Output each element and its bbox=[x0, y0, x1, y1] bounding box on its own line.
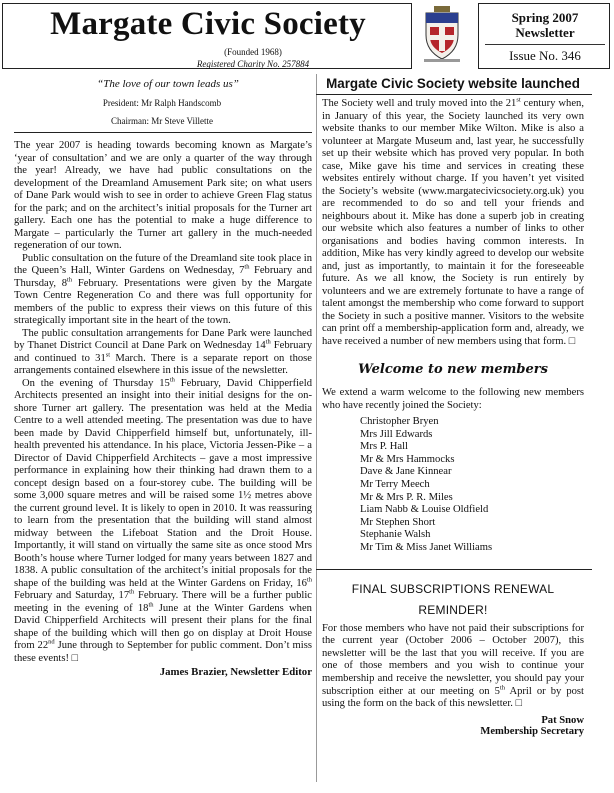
list-item: Mr Stephen Short bbox=[360, 516, 436, 528]
paragraph: The public consultation arrangements for Dane Park were launched by Thanet District Council at Dane Park on Wednesday 14th February and continued to 31st March. There is a separate report on those arrangements contained elsewhere in this issue of the newsletter. bbox=[14, 327, 313, 376]
subscriptions-subheading: REMINDER! bbox=[418, 602, 488, 617]
list-item: Mr & Mrs P. R. Miles bbox=[360, 491, 453, 503]
list-item: Dave & Jane Kinnear bbox=[360, 466, 452, 478]
issue-number: Issue No. 346 bbox=[509, 48, 581, 63]
masthead bbox=[2, 3, 610, 69]
subscriptions-heading: FINAL SUBSCRIPTIONS RENEWAL bbox=[351, 581, 555, 596]
society-crest-logo bbox=[422, 5, 462, 63]
chairman-line: Chairman: Mr Steve Villette bbox=[110, 116, 214, 126]
list-item: Mr & Mrs Hammocks bbox=[360, 453, 455, 465]
left-column bbox=[14, 78, 313, 783]
list-item: Mr Terry Meech bbox=[360, 478, 430, 490]
editorial-article bbox=[14, 140, 312, 679]
issue-season: Spring 2007 bbox=[511, 10, 579, 25]
divider bbox=[14, 132, 312, 133]
secretary-role: Membership Secretary bbox=[480, 725, 584, 737]
divider bbox=[316, 94, 592, 95]
issue-kind: Newsletter bbox=[515, 25, 575, 40]
column-divider bbox=[316, 74, 317, 782]
right-column bbox=[322, 76, 584, 737]
welcome-text: We extend a warm welcome to the following new members who have recently joined the Society: bbox=[322, 387, 584, 411]
list-item: Christopher Bryen bbox=[360, 416, 439, 427]
issue-divider bbox=[485, 44, 605, 45]
editor-signature: James Brazier, Newsletter Editor bbox=[159, 666, 312, 678]
new-members-list bbox=[360, 416, 584, 555]
paragraph: Public consultation on the future of the Dreamland site took place in the Queen’s Hall, Winter Gardens on Wednesday, 7th February and Thursday, 8th February. Presentations were given by the Margate Town Centre Regeneration Co and there was full opportunity for members of the public to express their views on this future of this strategically important site in the heart of the town. bbox=[14, 252, 312, 326]
president-line: President: Mr Ralph Handscomb bbox=[102, 98, 222, 108]
paragraph: On the evening of Thursday 15th February, David Chipperfield Architects presented an insight into their initial designs for the on-shore Turner art gallery. The presentation was held at the Media Centre to a well attended meeting. The presentation was due to have been made by David Chipperfield himself but, unfortunately, ill-health prevented his attendance. In his place, Victoria Jessen-Pike – a Director of David Chipperfield Architects – gave a most impressive performance in explaining how their thinking had drawn them to a concept design based on a four-storey cube. The building will be some 3,000 square metres and will be raised some 1½ metres above the current ground level. It is likely to open in 2010. It was reassuring to learn from the presentation that the building will stand almost midway between the Lifeboat Station and the Droit House. Importantly, it will stand on virtually the same site as once stood Mrs Booth’s house where Turner lodged for many years between 1827 and 1838. A public consultation of the architect’s initial proposals for the shape of the building was held at the Winter Gardens on Friday, 16th February and Saturday, 17th February. There will be a further public meeting in the evening of 18th June at the Winter Gardens when David Chipperfield Architects will present their plans for the final shape of the building which will then go on display at Droit House from 22nd June through to September for public comment. Don’t miss these events! □ bbox=[14, 375, 313, 664]
list-item: Liam Nabb & Louise Oldfield bbox=[360, 504, 489, 516]
list-item: Stephanie Walsh bbox=[360, 529, 431, 541]
list-item: Mr Tim & Miss Janet Williams bbox=[360, 541, 493, 553]
secretary-name: Pat Snow bbox=[541, 714, 584, 726]
issue-box bbox=[478, 3, 610, 69]
officers bbox=[14, 94, 310, 130]
welcome-heading: Welcome to new members bbox=[358, 362, 548, 377]
website-heading: Margate Civic Society website launched bbox=[326, 76, 580, 91]
founded-note: (Founded 1968) bbox=[224, 47, 282, 57]
subscriptions-text: For those members who have not paid their subscriptions for the current year (October 2006 – October 2007), this newsletter will be the last that you will receive. If you are one of those members and you wish to continue your membership and receive the newsletter, you should pay your subscription either at our meeting on 5th April or by post using the form on the back of this newsletter. □ bbox=[322, 622, 584, 710]
website-article: The Society well and truly moved into the 21st century when, in January of this year, the Society launched its very own website thanks to our member Mike Wilton. Mike is also a volunteer at Margate Museum and, last year, he successfully set up their website which has proved very popular. In both case, Mike gave his time and services in creating these websites entirely without charge. If you haven’t yet visited the Society’s website (www.margatecivicsociety.org.uk) you are recommended to do so and tell your friends and neighbours about it. Mike has done a superb job in creating our website which also features a number of links to other organisations and bodies having common interests. In addition, Mike has very kindly agreed to develop our website and, just as importantly, to maintain it for the foreseeable future. As we all know, the Society is run entirely by volunteers and we are extremely fortunate to have a range of talent amongst the membership who come forward to support the Society in such a positive manner. Visitors to the website can print off a membership-application form and, already, we have received a number of new members using that form. □ bbox=[322, 96, 584, 347]
charity-number: Registered Charity No. 257884 bbox=[196, 59, 310, 69]
newsletter-title: Margate Civic Society bbox=[50, 6, 366, 42]
divider bbox=[316, 569, 592, 570]
list-item: Mrs Jill Edwards bbox=[360, 428, 433, 440]
society-motto: “The love of our town leads us” bbox=[97, 78, 239, 90]
title-box bbox=[2, 3, 412, 69]
list-item: Mrs P. Hall bbox=[360, 441, 408, 453]
paragraph: The year 2007 is heading towards becoming known as Margate’s ‘year of consultation’ and we are only a quarter of the way through the year! Already, we have had public consultations on the development of the Dreamland Amusement Park site; on what users of Dane Park would wish to see in order to achieve Green Flag status for the park; and on the architect’s initial proposals for the Turner art gallery. Each one has the potential to make a huge difference to Margate – particularly the Turner art gallery in the much-needed regeneration of our town. bbox=[14, 140, 312, 251]
